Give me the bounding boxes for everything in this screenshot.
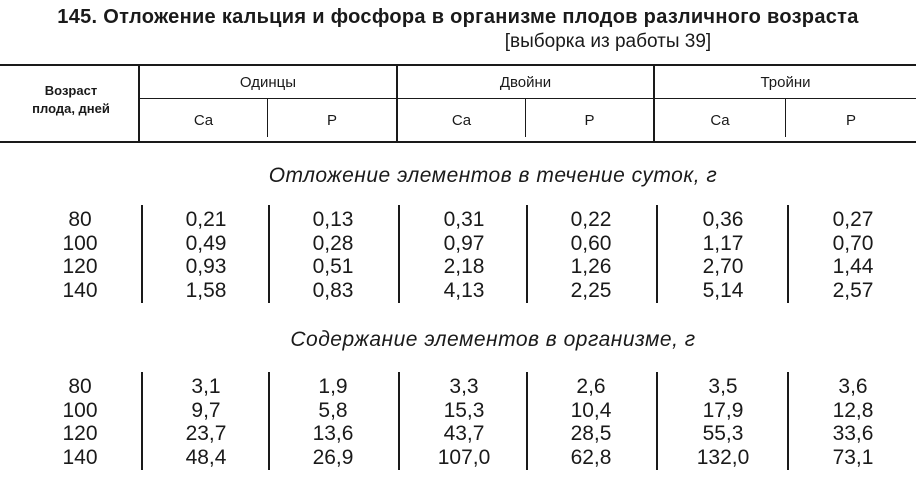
age-column-header [14, 82, 128, 118]
age-cell: 100 [62, 398, 98, 422]
group-header-twins: Двойни [499, 74, 552, 91]
value-cell: 15,3 [443, 398, 485, 422]
table-row [0, 399, 916, 423]
value-cell: 5,14 [702, 278, 744, 302]
value-cell: 17,9 [702, 398, 744, 422]
value-cell: 28,5 [570, 422, 612, 445]
table-row [0, 375, 916, 399]
value-cell: 33,6 [832, 422, 874, 445]
age-cell: 80 [68, 375, 92, 398]
value-cell: 1,26 [570, 255, 612, 278]
sub-header-ca: Ca [451, 112, 472, 129]
value-cell: 0,13 [312, 208, 354, 231]
section-title: Отложение элементов в течение суток, г [268, 164, 718, 187]
value-cell: 1,44 [832, 255, 874, 278]
value-cell: 3,3 [449, 375, 479, 398]
age-header-line2: плода, дней [32, 101, 110, 116]
age-cell: 80 [68, 208, 92, 231]
value-cell: 4,13 [443, 278, 485, 302]
table-row [0, 255, 916, 279]
group-header-triplets: Тройни [760, 74, 811, 91]
value-cell: 10,4 [570, 398, 612, 422]
value-cell: 62,8 [570, 445, 612, 469]
value-cell: 5,8 [318, 398, 348, 422]
value-cell: 3,5 [708, 375, 738, 398]
sub-header-ca: Ca [193, 112, 214, 129]
group-underline-rule [140, 98, 916, 99]
value-cell: 13,6 [312, 422, 354, 445]
sub-header-p: P [326, 112, 337, 129]
value-cell: 26,9 [312, 445, 354, 469]
age-header-line1: Возраст [44, 83, 98, 98]
value-cell: 2,18 [443, 255, 485, 278]
table-row [0, 208, 916, 232]
header-bottom-rule [0, 141, 916, 143]
value-cell: 0,83 [312, 278, 354, 302]
table-row [0, 232, 916, 256]
age-cell: 100 [62, 231, 98, 255]
table-row [0, 279, 916, 303]
value-cell: 73,1 [832, 445, 874, 469]
value-cell: 1,9 [318, 375, 348, 398]
value-cell: 55,3 [702, 422, 744, 445]
value-cell: 0,21 [185, 208, 227, 231]
value-cell: 12,8 [832, 398, 874, 422]
table-row [0, 422, 916, 446]
table-subtitle: [выборка из работы 39] [504, 31, 712, 52]
table-title: 145. Отложение кальция и фосфора в организме плодов различного возраста [57, 6, 859, 28]
value-cell: 0,51 [312, 255, 354, 278]
value-cell: 43,7 [443, 422, 485, 445]
value-cell: 0,28 [312, 231, 354, 255]
value-cell: 48,4 [185, 445, 227, 469]
value-cell: 2,57 [832, 278, 874, 302]
value-cell: 2,6 [576, 375, 606, 398]
value-cell: 0,70 [832, 231, 874, 255]
section-table [0, 208, 916, 302]
value-cell: 3,1 [191, 375, 221, 398]
age-cell: 140 [62, 445, 98, 469]
group-header-singles: Одинцы [239, 74, 297, 91]
table-row [0, 446, 916, 470]
section-title: Содержание элементов в организме, г [290, 328, 696, 351]
value-cell: 107,0 [437, 445, 491, 469]
value-cell: 2,25 [570, 278, 612, 302]
value-cell: 1,17 [702, 231, 744, 255]
value-cell: 132,0 [696, 445, 750, 469]
age-cell: 140 [62, 278, 98, 302]
value-cell: 0,93 [185, 255, 227, 278]
value-cell: 1,58 [185, 278, 227, 302]
age-cell: 120 [62, 422, 98, 445]
value-cell: 0,97 [443, 231, 485, 255]
value-cell: 2,70 [702, 255, 744, 278]
section-table [0, 375, 916, 469]
age-cell: 120 [62, 255, 98, 278]
sub-header-p: P [845, 112, 856, 129]
value-cell: 0,36 [702, 208, 744, 231]
value-cell: 0,22 [570, 208, 612, 231]
sub-header-ca: Ca [710, 112, 730, 129]
sub-header-p: P [584, 112, 595, 129]
value-cell: 0,27 [832, 208, 874, 231]
value-cell: 23,7 [185, 422, 227, 445]
value-cell: 0,49 [185, 231, 227, 255]
value-cell: 0,31 [443, 208, 485, 231]
value-cell: 3,6 [838, 375, 868, 398]
value-cell: 0,60 [570, 231, 612, 255]
value-cell: 9,7 [191, 398, 221, 422]
